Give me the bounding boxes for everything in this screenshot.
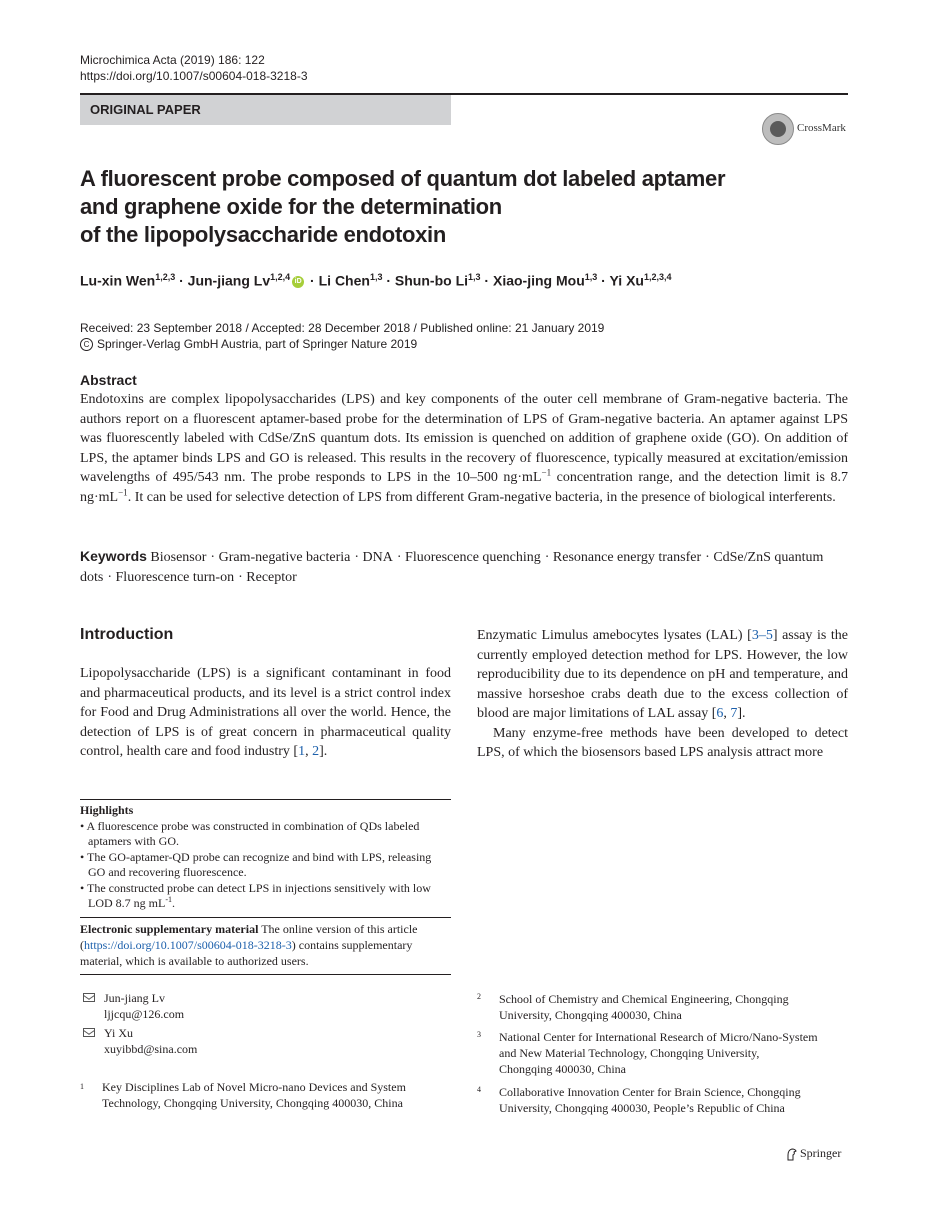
keyword: Biosensor <box>150 550 207 565</box>
keyword: Gram-negative bacteria <box>218 550 351 565</box>
journal-citation: Microchimica Acta (2019) 186: 122 <box>80 53 265 67</box>
affiliation-line: Key Disciplines Lab of Novel Micro-nano Devices and System <box>102 1080 406 1094</box>
intro-text: Enzymatic Limulus amebocytes lysates (LAL) [ <box>477 628 752 643</box>
keyword: Fluorescence quenching <box>405 550 541 565</box>
highlights-box <box>80 803 451 912</box>
affiliation-number: 1 <box>80 1082 84 1091</box>
highlight-item: • A fluorescence probe was constructed in combination of QDs labeled aptamers with GO. <box>80 818 420 848</box>
esm-text: ) contains supplementary material, which is available to authorized users. <box>80 938 413 968</box>
author-affiliation: 1,3 <box>584 272 598 282</box>
citation-link[interactable]: 6 <box>716 706 724 721</box>
copyright-text: Springer-Verlag GmbH Austria, part of Springer Nature 2019 <box>97 337 418 351</box>
dates-line: Received: 23 September 2018 / Accepted: 28 December 2018 / Published online: 21 January 2019 <box>80 321 605 335</box>
affiliation-line: Technology, Chongqing University, Chongqing 400030, China <box>102 1096 403 1110</box>
author-name[interactable]: Jun-jiang Lv <box>187 272 271 289</box>
intro-text: Lipopolysaccharide (LPS) is a significant contaminant in food and pharmaceutical products, and its level is a strict control index for Food and Drug Administrations all over the world. Hence, the detection of LPS is of great concern in pharmaceutical quality control, health care and food industry [ <box>80 666 451 759</box>
author-affiliation: 1,2,3,4 <box>643 272 672 282</box>
highlights-title: Highlights <box>80 803 134 817</box>
introduction-heading: Introduction <box>80 626 174 643</box>
article-type: ORIGINAL PAPER <box>90 102 201 117</box>
author-affiliation: 1,2,4 <box>270 272 291 282</box>
intro-right-column <box>477 626 848 763</box>
copyright-line <box>80 336 604 352</box>
abstract-sup: −1 <box>118 486 128 497</box>
esm-label: Electronic supplementary material <box>80 922 259 936</box>
affiliation-line: University, Chongqing 400030, China <box>499 1008 682 1022</box>
citation-link[interactable]: 3–5 <box>751 628 773 643</box>
keywords-label: Keywords <box>80 548 147 564</box>
publication-dates <box>80 320 604 352</box>
article-title <box>80 165 800 249</box>
title-line-2: and graphene oxide for the determination <box>80 194 502 219</box>
intro-paragraph <box>477 626 848 724</box>
affiliation-line: University, Chongqing 400030, People’s Republic of China <box>499 1101 785 1115</box>
affiliation-line: Collaborative Innovation Center for Brain Science, Chongqing <box>499 1085 801 1099</box>
esm-rule <box>80 917 451 918</box>
highlight-item <box>80 881 451 912</box>
author-name[interactable]: Yi Xu <box>609 272 644 289</box>
intro-text: ] assay is the currently employed detection method for LPS. However, the low reproducibility due to its dependence on pH and temperature, and massive horseshoe crabs death due to the excess collection of blood are major limitations of LAL assay [ <box>477 628 848 721</box>
abstract-text: . It can be used for selective detection of LPS from different Gram-negative bacteria, in the presence of biological interferents. <box>127 489 836 505</box>
highlight-item: • The GO-aptamer-QD probe can recognize and bind with LPS, releasing GO and recovering fluorescence. <box>80 849 432 879</box>
article-type-bar <box>80 95 451 125</box>
affiliation-rule <box>80 974 451 975</box>
orcid-icon[interactable]: iD <box>292 276 304 288</box>
esm-link[interactable]: https://doi.org/10.1007/s00604-018-3218-3 <box>84 938 292 952</box>
publisher-name: Springer <box>800 1146 842 1160</box>
contact-name: Yi Xu <box>104 1026 134 1040</box>
intro-paragraph: Many enzyme-free methods have been developed to detect LPS, of which the biosensors based LPS analysis attract more <box>477 725 848 760</box>
article-doi[interactable]: https://doi.org/10.1007/s00604-018-3218-3 <box>80 69 308 83</box>
esm-note <box>80 921 451 969</box>
keyword: DNA <box>362 550 393 565</box>
contact-email[interactable]: ljjcqu@126.com <box>104 1007 185 1021</box>
crossmark-icon <box>762 113 794 145</box>
intro-left-column <box>80 664 451 762</box>
citation-end: ]. <box>319 744 328 759</box>
citation-sep: , <box>723 706 731 721</box>
keyword: Receptor <box>246 570 297 585</box>
title-line-3: of the lipopolysaccharide endotoxin <box>80 222 446 247</box>
affiliation-number: 4 <box>477 1085 481 1094</box>
contact-email[interactable]: xuyibbd@sina.com <box>104 1042 198 1056</box>
highlights-rule <box>80 799 451 800</box>
affiliation-1 <box>80 1079 451 1119</box>
keyword: Fluorescence turn-on <box>115 570 235 585</box>
affiliation-line: School of Chemistry and Chemical Engineering, Chongqing <box>499 992 789 1006</box>
keywords: Keywords Biosensor · Gram-negative bacteria · DNA · Fluorescence quenching · Resonance energy transfer · CdSe/ZnS quantum dots · Fluorescence turn-on · Receptor <box>80 548 824 585</box>
intro-paragraph <box>80 664 451 762</box>
publisher-logo <box>786 1146 841 1161</box>
affiliation-number: 2 <box>477 992 481 1001</box>
author-list: Lu-xin Wen$^{1,2,3}$ · Jun-jiang Lv$^{1,2,4}$ iD · Li Chen$^{1,3}$ · Shun-bo Li$^{1,3}$ · Xiao-jing Mou$^{1,3}$ · Yi Xu$^{1,2,3,4}$ <box>80 272 672 289</box>
contact-name: Jun-jiang Lv <box>104 991 165 1005</box>
highlight-text: • The constructed probe can detect LPS in injections sensitively with low LOD 8.7 ng mL <box>80 880 431 910</box>
abstract-text: Endotoxins are complex lipopolysaccharides (LPS) and key components of the outer cell membrane of Gram-negative bacteria. The authors report on a fluorescent aptamer-based probe for the determination of LPS of Gram-negative bacteria. An aptamer against LPS was fluorescently labeled with CdSe/ZnS quantum dots. Its emission is quenched on addition of graphene oxide (GO). On addition of LPS, the aptamer binds LPS and GO is released. This results in the recovery of fluorescence, typically measured at excitation/emission wavelengths of 495/543 nm. The probe responds to LPS in the 10–500 ng·mL <box>80 392 848 485</box>
abstract-body <box>80 390 848 507</box>
journal-header <box>80 52 308 84</box>
highlight-sup: -1 <box>165 895 172 904</box>
abstract-text: concentration range, and the detection limit is 8.7 ng·mL <box>80 470 848 505</box>
author-name[interactable]: Li Chen <box>318 272 370 289</box>
citation-end: ]. <box>737 706 746 721</box>
citation-link[interactable]: 7 <box>730 706 738 721</box>
affiliation-4 <box>477 1082 848 1116</box>
keyword: Resonance energy transfer <box>552 550 702 565</box>
affiliation-3 <box>477 1027 848 1077</box>
citation-link[interactable]: 2 <box>312 744 320 759</box>
email-icon <box>83 993 95 1002</box>
author-name[interactable]: Shun-bo Li <box>394 272 469 289</box>
affiliation-2 <box>477 989 848 1023</box>
author-name[interactable]: Lu-xin Wen <box>80 272 156 289</box>
abstract-sup: −1 <box>541 467 552 478</box>
citation-link[interactable]: 1 <box>298 744 306 759</box>
author-name[interactable]: Xiao-jing Mou <box>492 272 585 289</box>
keyword: CdSe/ZnS quantum dots <box>80 550 824 585</box>
abstract-heading: Abstract <box>80 372 137 388</box>
affiliation-line: National Center for International Research of Micro/Nano-System <box>499 1030 818 1044</box>
author-affiliation: 1,2,3 <box>155 272 176 282</box>
citation-sep: , <box>305 744 313 759</box>
crossmark-label: CrossMark <box>797 122 846 134</box>
esm-text: The online version of this article ( <box>80 922 418 952</box>
email-icon <box>83 1028 95 1037</box>
crossmark-badge[interactable] <box>762 113 848 147</box>
author-affiliation: 1,3 <box>468 272 481 282</box>
affiliation-number: 3 <box>477 1030 481 1039</box>
affiliation-line: Chongqing 400030, China <box>499 1062 627 1076</box>
author-affiliation: 1,3 <box>369 272 383 282</box>
copyright-icon: C <box>80 338 93 351</box>
affiliation-line: and New Material Technology, Chongqing University, <box>499 1046 760 1060</box>
highlight-end: . <box>172 896 175 910</box>
springer-horse-icon <box>786 1148 797 1161</box>
title-line-1: A fluorescent probe composed of quantum dot labeled aptamer <box>80 166 726 191</box>
contact-list <box>80 990 451 1060</box>
